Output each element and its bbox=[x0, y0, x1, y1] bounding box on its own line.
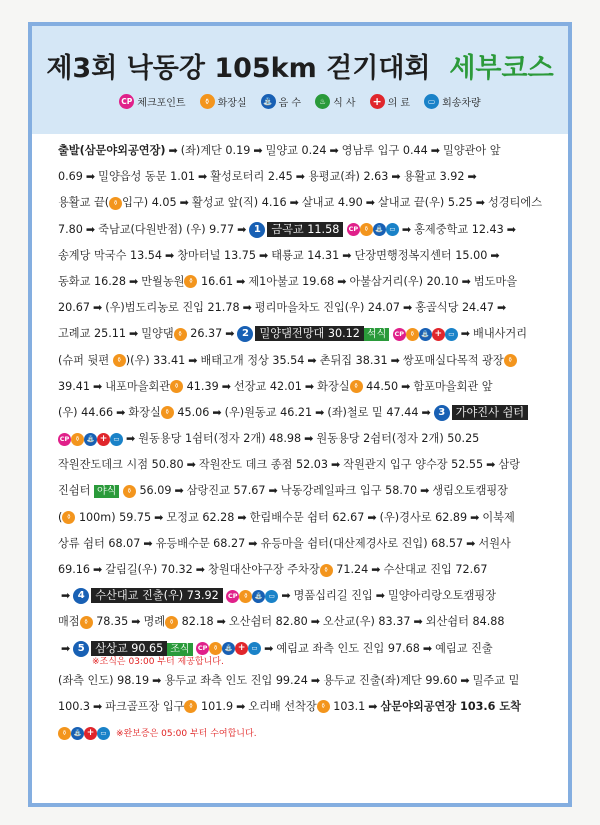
waypoint: 고례교 25.11 bbox=[58, 327, 127, 341]
waypoint: 만월농원 bbox=[141, 274, 185, 288]
course-line bbox=[58, 426, 558, 452]
waypoint: 작원관지 입구 양수장 52.55 bbox=[343, 458, 484, 472]
arrow-icon: ➡ bbox=[61, 589, 71, 603]
arrow-icon: ➡ bbox=[129, 327, 139, 341]
arrow-icon: ➡ bbox=[195, 563, 206, 576]
legend-restroom bbox=[200, 94, 247, 109]
waypoint: 죽남교(다원반점) (우) 9.77 bbox=[98, 222, 235, 236]
waypoint: 진쉼터 bbox=[58, 484, 91, 498]
legend-label: 식 사 bbox=[333, 98, 356, 109]
arrow-icon: ➡ bbox=[212, 405, 222, 419]
legend-medical bbox=[370, 94, 411, 109]
waypoint: 밀양교 0.24 bbox=[265, 144, 327, 157]
checkpoint-number: 2 bbox=[237, 326, 253, 342]
medical-icon: + bbox=[235, 642, 248, 655]
course-line bbox=[58, 217, 558, 243]
waypoint: 창원대산야구장 주차장 bbox=[208, 563, 320, 576]
arrow-icon: ➡ bbox=[126, 432, 136, 446]
arrow-icon: ➡ bbox=[315, 405, 325, 419]
waypoint: 내포마을회관 bbox=[105, 379, 171, 393]
water-icon: ⛲ bbox=[261, 94, 276, 109]
start-point: 출발(삼문야외공연장) bbox=[58, 144, 166, 157]
bus-icon: ▭ bbox=[445, 328, 458, 341]
waypoint: (우)경사로 62.89 bbox=[379, 510, 468, 524]
waypoint: 입구) 4.05 bbox=[122, 196, 177, 210]
arrow-icon: ➡ bbox=[131, 615, 141, 629]
waypoint: 아불삼거리(우) 20.10 bbox=[349, 274, 459, 288]
checkpoint-label: 금곡교 11.58 bbox=[267, 222, 343, 237]
restroom-icon: ⚱ bbox=[62, 511, 75, 524]
arrow-icon: ➡ bbox=[186, 458, 196, 472]
waypoint: 이북제 bbox=[482, 510, 515, 524]
restroom-icon: ⚱ bbox=[406, 328, 419, 341]
arrow-icon: ➡ bbox=[307, 353, 317, 367]
waypoint: 밀양아리랑오토캠핑장 bbox=[387, 589, 497, 603]
legend-label: 화장실 bbox=[217, 98, 247, 109]
course-line bbox=[58, 694, 558, 720]
restroom-icon: ⚱ bbox=[184, 275, 197, 288]
arrow-icon: ➡ bbox=[85, 222, 96, 236]
course-line bbox=[58, 720, 558, 746]
waypoint: (좌측 인도) 98.19 bbox=[58, 673, 150, 687]
waypoint: 태룡교 14.31 bbox=[271, 248, 340, 262]
water-icon: ⛲ bbox=[71, 727, 84, 740]
bus-icon: ▭ bbox=[110, 433, 123, 446]
arrow-icon: ➡ bbox=[371, 563, 381, 576]
restroom-icon: ⚱ bbox=[109, 197, 122, 210]
course-line bbox=[58, 348, 558, 374]
arrow-icon: ➡ bbox=[236, 274, 246, 288]
waypoint: 삼랑 bbox=[498, 458, 521, 472]
arrow-icon: ➡ bbox=[295, 170, 305, 184]
arrow-icon: ➡ bbox=[486, 458, 496, 472]
title-course: 세부코스 bbox=[449, 53, 554, 84]
checkpoint-icon: CP bbox=[196, 642, 209, 655]
course-line bbox=[58, 374, 558, 400]
course-line bbox=[58, 243, 558, 269]
waypoint: 범도마을 bbox=[473, 274, 518, 288]
checkpoint-number: 1 bbox=[249, 222, 265, 238]
waypoint: 39.41 bbox=[58, 379, 91, 393]
medical-icon: + bbox=[84, 727, 97, 740]
waypoint: 화장실 bbox=[317, 379, 350, 393]
waypoint: 화장실 bbox=[128, 405, 161, 419]
checkpoint-icon: CP bbox=[347, 223, 360, 236]
restroom-icon: ⚱ bbox=[58, 727, 71, 740]
arrow-icon: ➡ bbox=[236, 699, 246, 713]
checkpoint-number: 4 bbox=[73, 588, 89, 604]
restroom-icon: ⚱ bbox=[504, 354, 517, 367]
waypoint: (슈퍼 뒷편 bbox=[58, 353, 110, 367]
checkpoint-label: 삼상교 90.65 bbox=[91, 641, 167, 656]
title-main: 제3회 낙동강 105km 걷기대회 bbox=[46, 53, 431, 84]
waypoint: 101.9 bbox=[201, 699, 234, 713]
waypoint: 용두교 좌측 인도 진입 99.24 bbox=[164, 673, 308, 687]
arrow-icon: ➡ bbox=[420, 484, 430, 498]
checkpoint-number: 5 bbox=[73, 641, 89, 657]
waypoint: 활성로터리 2.45 bbox=[210, 170, 293, 184]
waypoint: 상류 쉼터 68.07 bbox=[58, 536, 141, 550]
arrow-icon: ➡ bbox=[367, 510, 377, 524]
restroom-icon: ⚱ bbox=[320, 564, 333, 577]
waypoint: 홍제중학교 12.43 bbox=[414, 222, 504, 236]
restroom-icon: ⚱ bbox=[123, 485, 136, 498]
restroom-icon: ⚱ bbox=[350, 380, 363, 393]
waypoint: 파크골프장 입구 bbox=[105, 699, 185, 713]
restroom-icon: ⚱ bbox=[360, 223, 373, 236]
bus-icon: ▭ bbox=[97, 727, 110, 740]
waypoint: 낙동강레일파크 입구 58.70 bbox=[280, 484, 418, 498]
arrow-icon: ➡ bbox=[475, 196, 485, 210]
waypoint: 20.67 bbox=[58, 301, 91, 315]
arrow-icon: ➡ bbox=[430, 144, 440, 157]
waypoint: 활성교 앞(직) 4.16 bbox=[191, 196, 287, 210]
arrow-icon: ➡ bbox=[401, 379, 411, 393]
arrow-icon: ➡ bbox=[496, 301, 507, 315]
course-line bbox=[58, 557, 558, 583]
arrow-icon: ➡ bbox=[329, 144, 339, 157]
checkpoint-icon: CP bbox=[58, 433, 71, 446]
arrow-icon: ➡ bbox=[237, 510, 247, 524]
waypoint: 16.61 bbox=[201, 274, 234, 288]
waypoint: 평리마을차도 진입(우) 24.07 bbox=[254, 301, 400, 315]
arrow-icon: ➡ bbox=[401, 222, 412, 236]
waypoint: 쌍포매실다목적 광장 bbox=[402, 353, 504, 367]
waypoint: 44.50 bbox=[366, 379, 399, 393]
course-line bbox=[58, 478, 558, 504]
course-line bbox=[58, 531, 558, 557]
arrow-icon: ➡ bbox=[330, 458, 341, 472]
arrow-icon: ➡ bbox=[289, 196, 299, 210]
course-line bbox=[58, 505, 558, 531]
arrow-icon: ➡ bbox=[460, 327, 471, 341]
arrow-icon: ➡ bbox=[242, 301, 252, 315]
poster-frame bbox=[28, 22, 572, 807]
water-icon: ⛲ bbox=[252, 590, 265, 603]
checkpoint-label: 가야진사 쉼터 bbox=[452, 405, 528, 420]
waypoint: 밀양댐 bbox=[141, 327, 174, 341]
arrow-icon: ➡ bbox=[506, 222, 516, 236]
arrow-icon: ➡ bbox=[143, 536, 153, 550]
bus-icon: ▭ bbox=[424, 94, 439, 109]
waypoint: 유등배수문 68.27 bbox=[155, 536, 246, 550]
waypoint: 71.24 bbox=[336, 563, 369, 576]
waypoint: 용활교 끝( bbox=[58, 196, 110, 210]
waypoint: 유등마을 쉼터(대산제경사로 진입) 68.57 bbox=[260, 536, 464, 550]
checkpoint-label: 수산대교 진출(우) 73.92 bbox=[91, 588, 223, 603]
waypoint: 오산교(우) 83.37 bbox=[322, 615, 411, 629]
arrow-icon: ➡ bbox=[188, 353, 198, 367]
waypoint: 영남루 입구 0.44 bbox=[341, 144, 428, 157]
waypoint: 모정교 62.28 bbox=[166, 510, 235, 524]
waypoint: 56.09 bbox=[139, 484, 172, 498]
arrow-icon: ➡ bbox=[164, 248, 175, 262]
arrow-icon: ➡ bbox=[310, 673, 321, 687]
waypoint: 배내사거리 bbox=[473, 327, 528, 341]
course-line bbox=[58, 190, 558, 216]
waypoint: 명례 bbox=[143, 615, 166, 629]
waypoint: ( bbox=[58, 510, 63, 524]
arrow-icon: ➡ bbox=[237, 222, 247, 236]
arrow-icon: ➡ bbox=[61, 641, 71, 655]
arrow-icon: ➡ bbox=[467, 170, 477, 184]
arrow-icon: ➡ bbox=[337, 274, 347, 288]
arrow-icon: ➡ bbox=[368, 699, 378, 713]
arrow-icon: ➡ bbox=[461, 274, 471, 288]
waypoint: 배태고개 정상 35.54 bbox=[200, 353, 305, 367]
restroom-icon: ⚱ bbox=[165, 616, 178, 629]
legend-label: 회송차량 bbox=[442, 98, 481, 109]
legend-water bbox=[261, 94, 302, 109]
course-line bbox=[58, 321, 558, 347]
waypoint: 원동용당 1쉼터(정자 2개) 48.98 bbox=[138, 432, 302, 446]
waypoint: 성경티에스 bbox=[487, 196, 543, 210]
waypoint: 단장면행정복지센터 15.00 bbox=[354, 248, 488, 262]
waypoint: 작원잔도데크 시점 50.80 bbox=[58, 458, 184, 472]
waypoint: 100m) 59.75 bbox=[78, 510, 152, 524]
course-body bbox=[58, 138, 558, 746]
arrow-icon: ➡ bbox=[248, 536, 258, 550]
course-line bbox=[58, 164, 558, 190]
bus-icon: ▭ bbox=[265, 590, 278, 603]
medical-icon: + bbox=[370, 94, 385, 109]
waypoint: 원동용당 2쉼터(정자 2개) 50.25 bbox=[316, 432, 480, 446]
arrow-icon: ➡ bbox=[490, 248, 500, 262]
waypoint: 갈림길(우) 70.32 bbox=[105, 563, 193, 576]
waypoint: 오리배 선착장 bbox=[248, 699, 317, 713]
icon-legend bbox=[32, 94, 568, 109]
waypoint: (좌)계단 0.19 bbox=[180, 144, 251, 157]
waypoint: 한림배수문 쉼터 62.67 bbox=[249, 510, 365, 524]
certificate-note: ※완보증은 05:00 부터 수여합니다. bbox=[116, 729, 257, 740]
waypoint: 촌뒤집 38.31 bbox=[319, 353, 388, 367]
legend-label: 음 수 bbox=[278, 98, 302, 109]
waypoint: 용두교 진출(좌)계단 99.60 bbox=[323, 673, 458, 687]
arrow-icon: ➡ bbox=[93, 301, 103, 315]
arrow-icon: ➡ bbox=[466, 536, 476, 550]
waypoint: (우)원동교 46.21 bbox=[224, 405, 313, 419]
restroom-icon: ⚱ bbox=[200, 94, 215, 109]
checkpoint-icon: CP bbox=[119, 94, 134, 109]
waypoint: 100.3 bbox=[58, 699, 91, 713]
arrow-icon: ➡ bbox=[168, 144, 178, 157]
waypoint: 26.37 bbox=[190, 327, 223, 341]
waypoint: 제1아불교 19.68 bbox=[248, 274, 335, 288]
arrow-icon: ➡ bbox=[93, 563, 103, 576]
waypoint: 82.18 bbox=[181, 615, 214, 629]
medical-icon: + bbox=[97, 433, 110, 446]
arrow-icon: ➡ bbox=[460, 673, 470, 687]
arrow-icon: ➡ bbox=[365, 196, 375, 210]
arrow-icon: ➡ bbox=[281, 589, 291, 603]
waypoint: 41.39 bbox=[186, 379, 219, 393]
waypoint: 예림교 좌측 인도 진입 97.68 bbox=[276, 641, 420, 655]
waypoint: 103.1 bbox=[333, 699, 366, 713]
checkpoint-icon: CP bbox=[226, 590, 239, 603]
arrow-icon: ➡ bbox=[116, 405, 126, 419]
legend-meal bbox=[315, 94, 356, 109]
arrow-icon: ➡ bbox=[179, 196, 189, 210]
restroom-icon: ⚱ bbox=[71, 433, 84, 446]
water-icon: ⛲ bbox=[84, 433, 97, 446]
waypoint: 밀양관아 앞 bbox=[442, 144, 501, 157]
arrow-icon: ➡ bbox=[93, 699, 103, 713]
waypoint: 용평교(좌) 2.63 bbox=[307, 170, 389, 184]
arrow-icon: ➡ bbox=[413, 615, 423, 629]
waypoint: 작원잔도 데크 종점 52.03 bbox=[198, 458, 328, 472]
arrow-icon: ➡ bbox=[152, 673, 162, 687]
arrow-icon: ➡ bbox=[470, 510, 480, 524]
arrow-icon: ➡ bbox=[264, 641, 274, 655]
restroom-icon: ⚱ bbox=[184, 700, 197, 713]
waypoint: 7.80 bbox=[58, 222, 83, 236]
course-line bbox=[58, 452, 558, 478]
restroom-icon: ⚱ bbox=[161, 406, 174, 419]
waypoint: 함포마을회관 앞 bbox=[413, 379, 493, 393]
checkpoint-number: 3 bbox=[434, 405, 450, 421]
arrow-icon: ➡ bbox=[421, 405, 431, 419]
waypoint: 삼랑진교 57.67 bbox=[186, 484, 266, 498]
waypoint: 창마터널 13.75 bbox=[177, 248, 257, 262]
checkpoint-icon: CP bbox=[393, 328, 406, 341]
course-line bbox=[58, 668, 558, 694]
waypoint: 매점 bbox=[58, 615, 80, 629]
bus-icon: ▭ bbox=[386, 223, 399, 236]
arrow-icon: ➡ bbox=[422, 641, 433, 655]
checkpoint-label: 밀양댐전망대 30.12 bbox=[255, 326, 363, 341]
course-line bbox=[58, 138, 558, 164]
water-icon: ⛲ bbox=[373, 223, 386, 236]
arrow-icon: ➡ bbox=[268, 484, 278, 498]
arrow-icon: ➡ bbox=[391, 170, 401, 184]
restroom-icon: ⚱ bbox=[209, 642, 222, 655]
course-line bbox=[58, 609, 558, 635]
waypoint: 홍골식당 24.47 bbox=[415, 301, 494, 315]
restroom-icon: ⚱ bbox=[80, 616, 93, 629]
meal-badge: 조식 bbox=[167, 643, 192, 656]
waypoint: 선장교 42.01 bbox=[233, 379, 302, 393]
arrow-icon: ➡ bbox=[375, 589, 385, 603]
water-icon: ⛲ bbox=[419, 328, 432, 341]
waypoint: 명품십리길 진입 bbox=[293, 589, 373, 603]
waypoint: 밀양읍성 동문 1.01 bbox=[98, 170, 196, 184]
waypoint: 69.16 bbox=[58, 563, 91, 576]
arrow-icon: ➡ bbox=[304, 379, 315, 393]
bus-icon: ▭ bbox=[248, 642, 261, 655]
restroom-icon: ⚱ bbox=[174, 328, 187, 341]
arrow-icon: ➡ bbox=[310, 615, 320, 629]
waypoint: 45.06 bbox=[177, 405, 210, 419]
breakfast-note: ※조식은 03:00 부터 제공합니다. bbox=[92, 656, 224, 667]
legend-bus bbox=[424, 94, 481, 109]
restroom-icon: ⚱ bbox=[239, 590, 252, 603]
waypoint: 생림오토캠핑장 bbox=[432, 484, 508, 498]
finish-point: 삼문야외공연장 103.6 도착 bbox=[380, 699, 521, 713]
arrow-icon: ➡ bbox=[85, 170, 96, 184]
waypoint: 예림교 진출 bbox=[435, 641, 493, 655]
waypoint: 오산쉼터 82.80 bbox=[228, 615, 308, 629]
course-line bbox=[58, 295, 558, 321]
meal-badge: 야식 bbox=[94, 485, 119, 498]
restroom-icon: ⚱ bbox=[317, 700, 330, 713]
arrow-icon: ➡ bbox=[174, 484, 184, 498]
arrow-icon: ➡ bbox=[221, 379, 231, 393]
arrow-icon: ➡ bbox=[154, 510, 164, 524]
waypoint: 동화교 16.28 bbox=[58, 274, 127, 288]
arrow-icon: ➡ bbox=[225, 327, 235, 341]
waypoint: 서원사 bbox=[478, 536, 511, 550]
waypoint: (좌)철로 밑 47.44 bbox=[327, 405, 419, 419]
course-line bbox=[58, 583, 558, 609]
poster-header bbox=[32, 26, 568, 134]
legend-label: 체크포인트 bbox=[137, 98, 186, 109]
waypoint: 0.69 bbox=[58, 170, 83, 184]
arrow-icon: ➡ bbox=[216, 615, 226, 629]
waypoint: 송계당 막국수 13.54 bbox=[58, 248, 162, 262]
arrow-icon: ➡ bbox=[342, 248, 352, 262]
arrow-icon: ➡ bbox=[93, 379, 103, 393]
waypoint: (우) 44.66 bbox=[58, 405, 114, 419]
arrow-icon: ➡ bbox=[304, 432, 314, 446]
restroom-icon: ⚱ bbox=[170, 380, 183, 393]
legend-checkpoint bbox=[119, 94, 185, 109]
arrow-icon: ➡ bbox=[253, 144, 263, 157]
arrow-icon: ➡ bbox=[198, 170, 208, 184]
course-line bbox=[58, 400, 558, 426]
restroom-icon: ⚱ bbox=[113, 354, 126, 367]
page-title bbox=[32, 46, 568, 85]
meal-badge: 석식 bbox=[364, 328, 389, 341]
waypoint: 용활교 3.92 bbox=[403, 170, 465, 184]
waypoint: 외산쉼터 84.88 bbox=[425, 615, 505, 629]
arrow-icon: ➡ bbox=[129, 274, 139, 288]
waypoint: 78.35 bbox=[96, 615, 129, 629]
waypoint: (우)범도리농로 진입 21.78 bbox=[105, 301, 240, 315]
waypoint: 살내교 4.90 bbox=[301, 196, 363, 210]
legend-label: 의 료 bbox=[387, 98, 411, 109]
meal-icon: ♨ bbox=[315, 94, 330, 109]
medical-icon: + bbox=[432, 328, 445, 341]
arrow-icon: ➡ bbox=[259, 248, 269, 262]
waypoint: 밀주교 밑 bbox=[472, 673, 520, 687]
course-line bbox=[58, 269, 558, 295]
water-icon: ⛲ bbox=[222, 642, 235, 655]
arrow-icon: ➡ bbox=[402, 301, 413, 315]
waypoint: )(우) 33.41 bbox=[125, 353, 186, 367]
waypoint: 수산대교 진입 72.67 bbox=[383, 563, 488, 576]
waypoint: 살내교 끝(우) 5.25 bbox=[377, 196, 473, 210]
arrow-icon: ➡ bbox=[390, 353, 400, 367]
